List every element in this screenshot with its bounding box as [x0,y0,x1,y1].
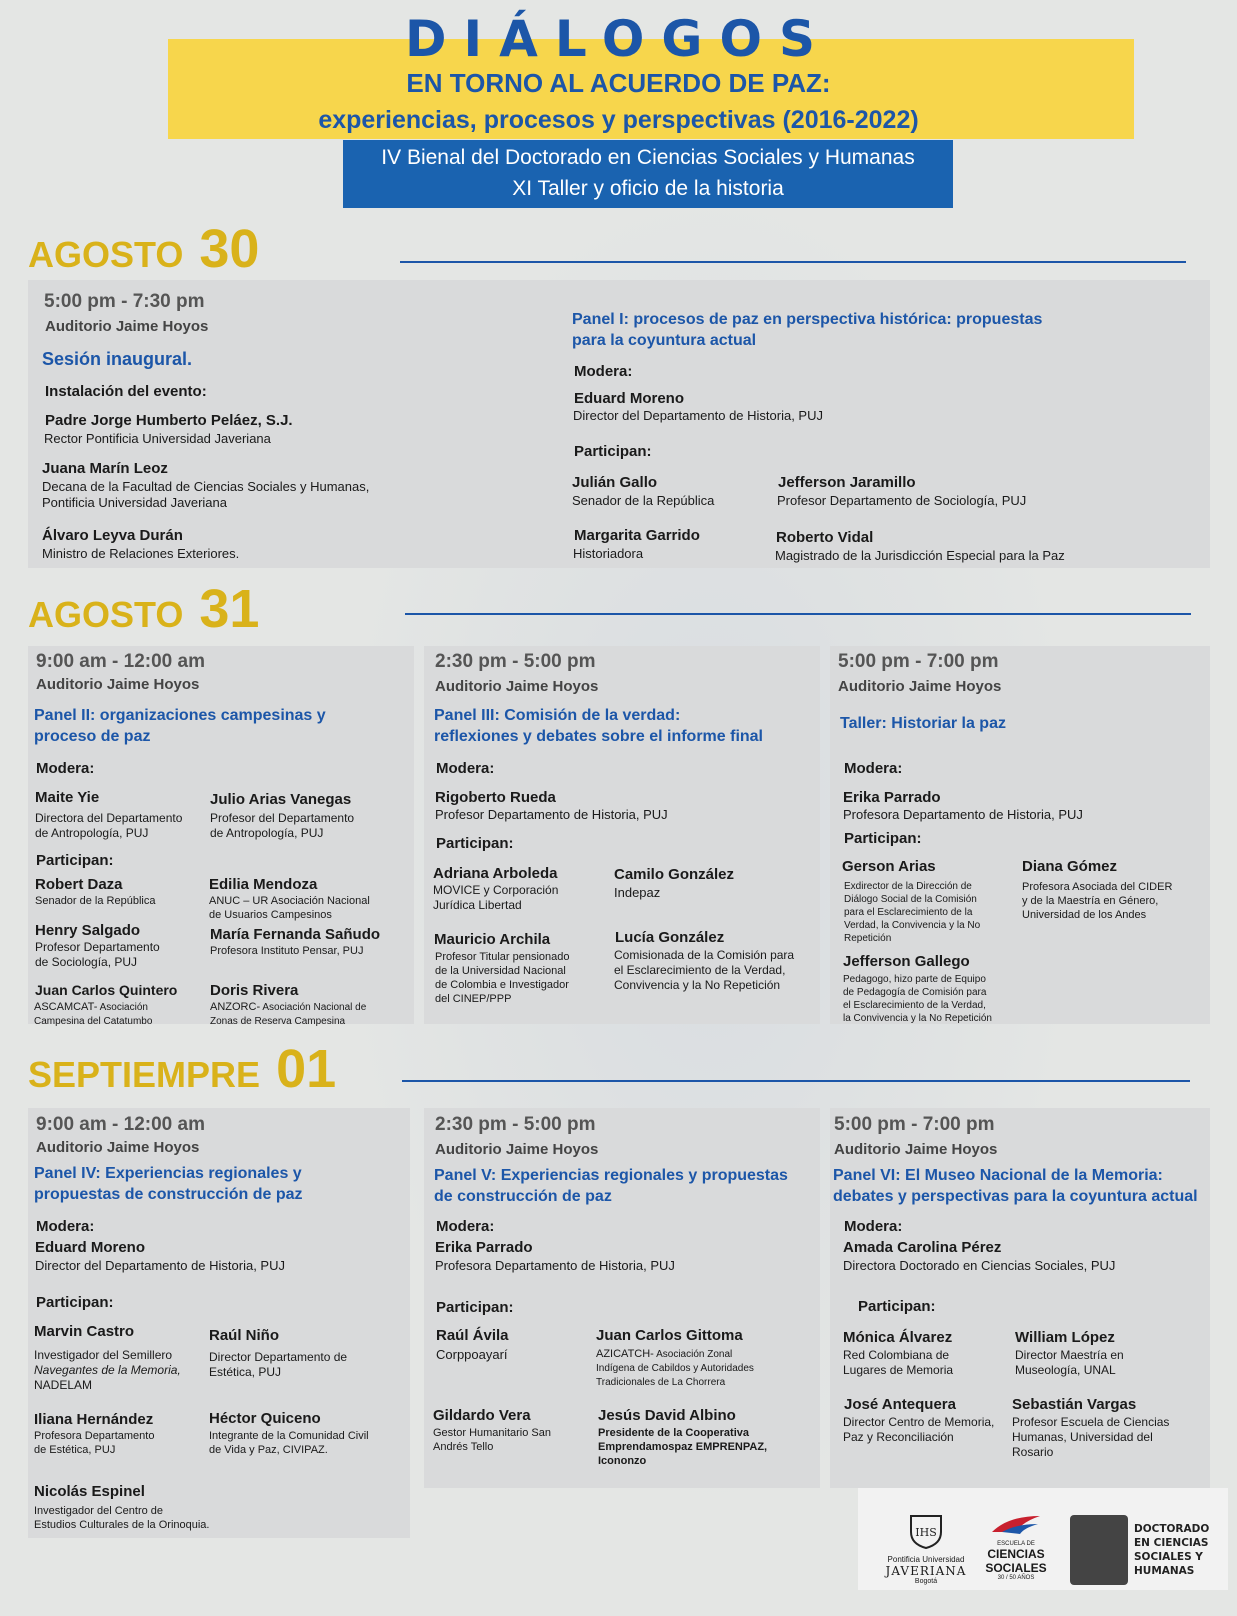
day-number: 30 [199,219,260,279]
speaker-role: Rector Pontificia Universidad Javeriana [44,431,271,446]
session-time: 5:00 pm - 7:00 pm [834,1114,995,1135]
speaker-name: Marvin Castro [34,1323,135,1340]
session-place: Auditorio Jaime Hoyos [435,678,599,695]
moderator-role: Director del Departamento de Historia, PUJ [35,1258,285,1273]
speaker-role: Historiadora [573,546,644,561]
session-time: 2:30 pm - 5:00 pm [435,1114,596,1135]
speaker-name: Padre Jorge Humberto Peláez, S.J. [45,412,293,429]
speaker-role: Senador de la República [35,895,156,907]
session-time: 5:00 pm - 7:30 pm [44,291,205,312]
section-label: Participan: [436,1299,514,1316]
speaker-name: Juana Marín Leoz [42,460,168,477]
moderator-name: Eduard Moreno [35,1239,146,1256]
moderator-role: Profesora Departamento de Historia, PUJ [843,807,1083,822]
javeriana-logo: IHS Pontificia Universidad JAVERIANA Bogotá [880,1510,972,1585]
session-time: 9:00 am - 12:00 am [36,1114,205,1135]
day-heading-sep-01 [28,1038,336,1100]
moderator-name: Erika Parrado [843,789,941,806]
moderator-role: Directora Doctorado en Ciencias Sociales, PUJ [843,1258,1116,1273]
session-place: Auditorio Jaime Hoyos [45,318,209,335]
panel-title: de construcción de paz [434,1188,612,1205]
speaker-name: Juan Carlos Gittoma [596,1327,743,1344]
section-label: Participan: [36,1294,114,1311]
speaker-role: Profesor Departamento de Sociología, PUJ [777,493,1027,508]
speaker-role: Investigador del Semillero Navegantes de la Memoria, NADELAM [34,1348,181,1392]
speaker-role: Exdirector de la Dirección de Diálogo Social de la Comisión para el Esclarecimiento de la Verdad, la Convivencia y la No Repetición [844,881,981,944]
speaker-name: Álvaro Leyva Durán [42,527,183,544]
session-place: Auditorio Jaime Hoyos [838,678,1002,695]
svg-text:IHS: IHS [915,1526,937,1539]
speaker-name: Héctor Quiceno [209,1410,321,1427]
speaker-name: Roberto Vidal [776,529,874,546]
wing-icon [988,1512,1044,1536]
event-line-1: IV Bienal del Doctorado en Ciencias Sociales y Humanas [381,146,915,169]
session-time: 9:00 am - 12:00 am [36,651,205,672]
speaker-name: Lucía González [615,929,725,946]
speaker-role: Director Departamento de Estética, PUJ [209,1350,348,1379]
panel-title: Panel IV: Experiencias regionales y [34,1165,302,1182]
speaker-name: Margarita Garrido [574,527,700,544]
speaker-role: Red Colombiana de Lugares de Memoria [843,1348,954,1377]
session-place: Auditorio Jaime Hoyos [435,1141,599,1158]
speaker-name: Jesús David Albino [598,1407,736,1424]
panel-title: para la coyuntura actual [572,332,757,349]
speaker-role: Profesor Titular pensionado de la Universidad Nacional de Colombia e Investigador del CINEP/PPP [435,951,570,1005]
speaker-role: Presidente de la Cooperativa Emprendamospaz EMPRENPAZ, Icononzo [598,1427,768,1467]
speaker-role: Integrante de la Comunidad Civil de Vida y Paz, CIVIPAZ. [209,1430,369,1456]
speaker-role: Comisionada de la Comisión para el Esclarecimiento de la Verdad, Convivencia y la No Repetición [614,948,795,992]
speaker-name: Juan Carlos Quintero [35,982,178,998]
speaker-role: Ministro de Relaciones Exteriores. [42,546,240,561]
session-place: Auditorio Jaime Hoyos [36,1139,200,1156]
speaker-role: Profesor Departamento de Sociología, PUJ [35,940,160,969]
speaker-name: Raúl Niño [209,1327,279,1344]
speaker-name: Adriana Arboleda [433,865,558,882]
speaker-role: ASCAMCAT- Asociación Campesina del Catatumbo [34,1001,153,1027]
day-number: 31 [199,579,260,639]
speaker-role: Director Centro de Memoria, Paz y Reconciliación [843,1415,995,1444]
section-label: Modera: [36,760,95,777]
speaker-name: María Fernanda Sañudo [210,926,381,943]
panel-title: Panel III: Comisión de la verdad: [434,707,681,724]
section-label: Participan: [36,852,114,869]
section-label: Modera: [36,1218,95,1235]
speaker-name: Gildardo Vera [433,1407,531,1424]
day-number: 01 [276,1039,337,1099]
day-month: AGOSTO [28,234,184,275]
section-label: Modera: [844,760,903,777]
speaker-name: Jefferson Gallego [843,953,970,970]
speaker-name: Mónica Álvarez [843,1329,953,1346]
speaker-role: Pontificia Universidad Javeriana [42,495,227,510]
day-month: SEPTIEMPRE [28,1054,261,1095]
speaker-name: Sebastián Vargas [1012,1396,1137,1413]
moderator-role: Profesora Departamento de Historia, PUJ [435,1258,675,1273]
moderator-name: Amada Carolina Pérez [843,1239,1002,1256]
panel-title: Panel VI: El Museo Nacional de la Memoria: [833,1167,1163,1184]
speaker-name: Gerson Arias [842,858,936,875]
speaker-name: Diana Gómez [1022,858,1118,875]
panel-title: Taller: Historiar la paz [840,715,1006,732]
day-divider [400,261,1186,263]
moderator-name: Eduard Moreno [574,390,685,407]
section-label: Modera: [436,1218,495,1235]
javeriana-crest-icon [903,1510,949,1550]
event-line-2: XI Taller y oficio de la historia [512,177,784,200]
speaker-name: William López [1015,1329,1115,1346]
speaker-role: ANZORC- Asociación Nacional de Zonas de Reserva Campesina [210,1001,367,1027]
speaker-role: Investigador del Centro de Estudios Culturales de la Orinoquia. [34,1505,210,1531]
speaker-role: MOVICE y Corporación Jurídica Libertad [433,883,559,912]
panel-title: propuestas de construcción de paz [34,1186,303,1203]
speaker-role: Magistrado de la Jurisdicción Especial para la Paz [775,548,1065,563]
speaker-name: José Antequera [844,1396,956,1413]
speaker-role: Director Maestría en Museología, UNAL [1015,1348,1124,1377]
speaker-role: ANUC – UR Asociación Nacional de Usuarios Campesinos [209,895,370,921]
day-month: AGOSTO [28,594,184,635]
moderator-name: Julio Arias Vanegas [210,791,352,808]
section-label: Participan: [574,443,652,460]
doctorado-emblem-icon [1070,1515,1128,1585]
page-title: DIÁLOGOS [405,10,832,68]
panel-title: Panel V: Experiencias regionales y propuestas [434,1167,788,1184]
session-time: 5:00 pm - 7:00 pm [838,651,999,672]
session-place: Auditorio Jaime Hoyos [834,1141,998,1158]
speaker-role: Profesora Departamento de Estética, PUJ [34,1430,155,1456]
day-heading-aug-31 [28,578,259,640]
page-subtitle: EN TORNO AL ACUERDO DE PAZ: [406,68,831,98]
panel-title: Panel I: procesos de paz en perspectiva histórica: propuestas [572,311,1043,328]
panel-title: Panel II: organizaciones campesinas y [34,707,326,724]
section-label: Participan: [858,1298,936,1315]
moderator-role: Director del Departamento de Historia, PUJ [573,408,823,423]
speaker-role: Gestor Humanitario San Andrés Tello [433,1427,551,1453]
day-heading-aug-30 [28,218,259,280]
panel-title: proceso de paz [34,728,151,745]
speaker-name: Edilia Mendoza [209,876,318,893]
speaker-name: Doris Rivera [210,982,299,999]
section-label: Modera: [436,760,495,777]
section-label: Participan: [436,835,514,852]
speaker-role: Senador de la República [572,493,715,508]
section-label: Modera: [844,1218,903,1235]
session-title: Sesión inaugural. [42,349,193,369]
section-label: Participan: [844,830,922,847]
speaker-role: Decana de la Facultad de Ciencias Sociales y Humanas, [42,479,370,494]
moderator-name: Rigoberto Rueda [435,789,556,806]
speaker-role: Corppoayarí [436,1347,508,1362]
speaker-role: Indepaz [614,885,661,900]
speaker-name: Julián Gallo [572,474,658,491]
escuela-ciencias-sociales-logo: ESCUELA DE CIENCIAS SOCIALES 30 / 50 AÑOS [980,1512,1052,1581]
moderator-name: Erika Parrado [435,1239,533,1256]
speaker-role: Profesora Instituto Pensar, PUJ [210,945,364,957]
session-place: Auditorio Jaime Hoyos [36,676,200,693]
speaker-name: Iliana Hernández [34,1411,154,1428]
moderator-name: Maite Yie [35,789,100,806]
speaker-name: Jefferson Jaramillo [778,474,916,491]
day-divider [402,1080,1190,1082]
section-label: Modera: [574,363,633,380]
speaker-role: Profesor Escuela de Ciencias Humanas, Universidad del Rosario [1012,1415,1170,1459]
moderator-role: Profesor del Departamento de Antropología, PUJ [210,811,355,840]
speaker-name: Nicolás Espinel [34,1483,145,1500]
panel-title: debates y perspectivas para la coyuntura actual [833,1188,1198,1205]
moderator-role: Profesor Departamento de Historia, PUJ [435,807,668,822]
speaker-role: Profesora Asociada del CIDER y de la Maestría en Género, Universidad de los Andes [1022,881,1173,921]
speaker-name: Mauricio Archila [434,931,551,948]
panel-title: reflexiones y debates sobre el informe final [434,728,763,745]
speaker-role: AZICATCH- Asociación Zonal Indígena de Cabildos y Autoridades Tradicionales de La Chorrera [596,1348,754,1388]
doctorado-logo: DOCTORADO EN CIENCIAS SOCIALES Y HUMANAS [1070,1515,1220,1585]
day-divider [405,613,1191,615]
moderator-role: Directora del Departamento de Antropología, PUJ [35,811,183,840]
speaker-name: Henry Salgado [35,922,141,939]
section-label: Instalación del evento: [45,383,207,400]
speaker-name: Raúl Ávila [436,1327,509,1344]
page-subtitle-dates: experiencias, procesos y perspectivas (2016-2022) [318,106,919,134]
session-time: 2:30 pm - 5:00 pm [435,651,596,672]
speaker-name: Camilo González [614,866,735,883]
speaker-name: Robert Daza [35,876,123,893]
speaker-role: Pedagogo, hizo parte de Equipo de Pedagogía de Comisión para el Esclarecimiento de la Verdad, la Convivencia y la No Repetición [843,974,992,1024]
